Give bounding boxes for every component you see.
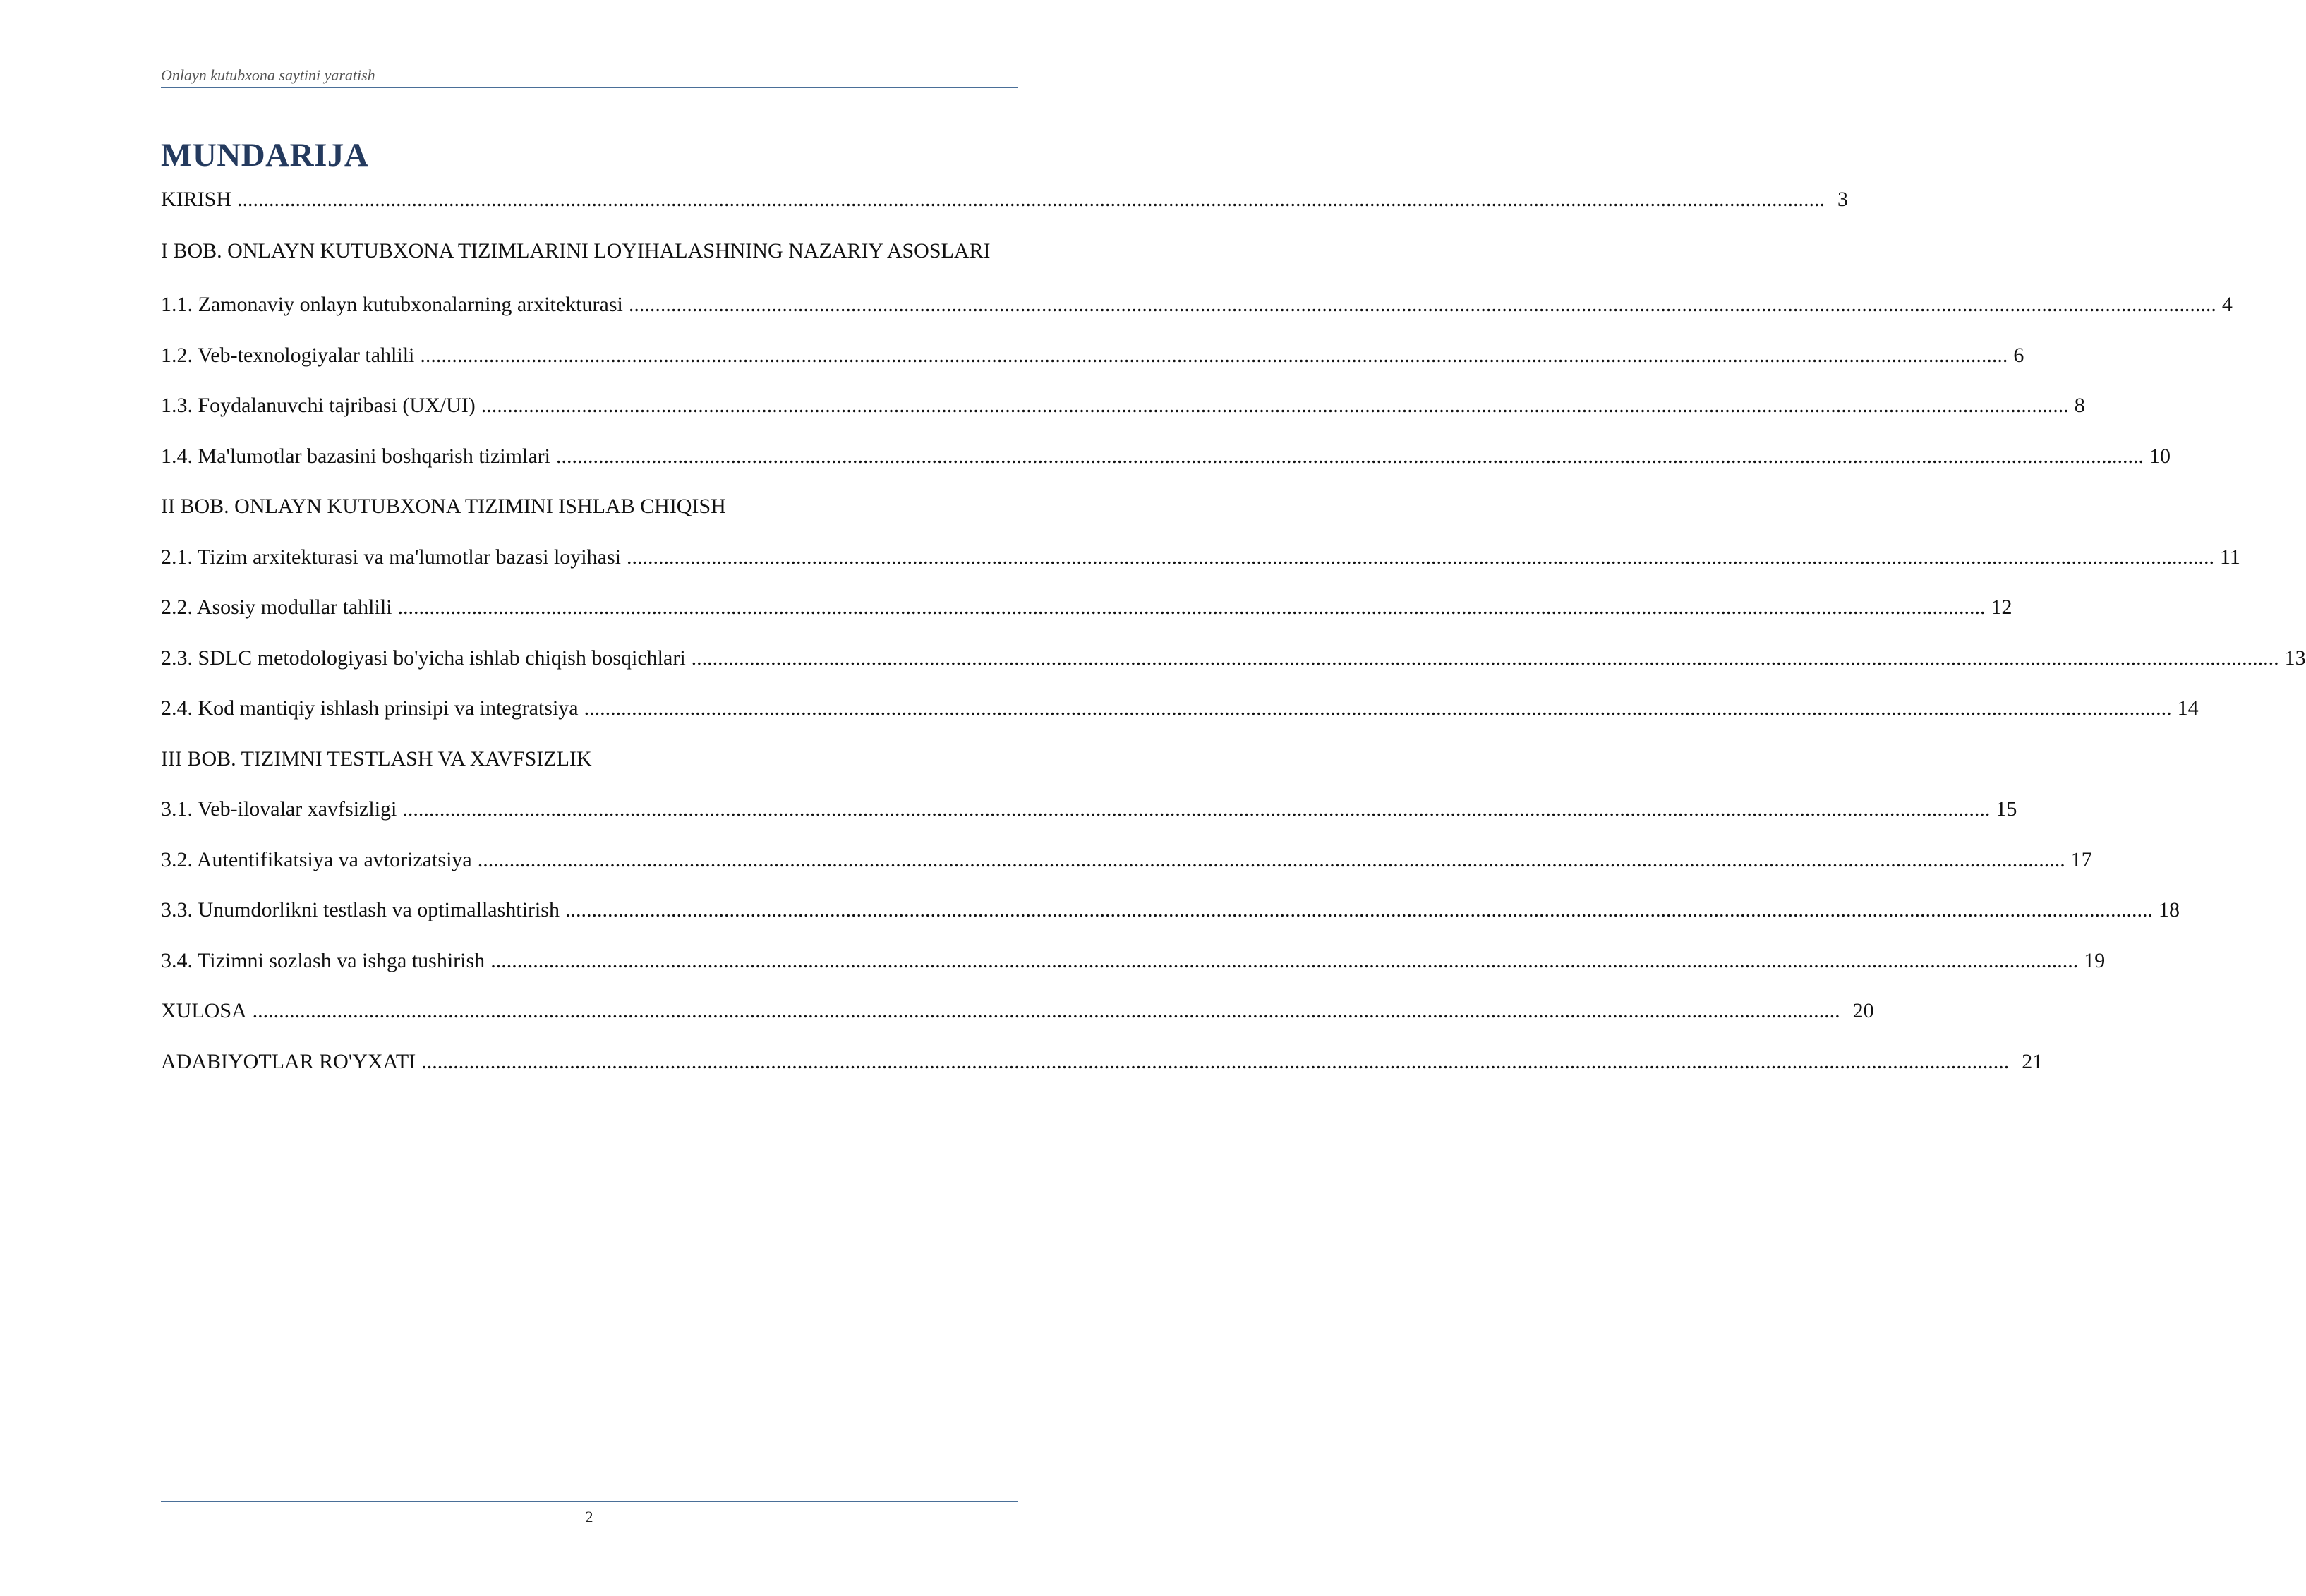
toc-chapter-2[interactable] [161,491,1018,522]
toc-page-number: 4 [2221,293,2233,316]
toc-chapter-label: I BOB. ONLAYN KUTUBXONA TIZIMLARINI LOYIHALASHNING NAZARIY ASOSLARI [161,238,991,262]
toc-leader-dots: ............................................................................................................................................................................................................................................................................................................ [421,1049,2010,1073]
toc-leader-dots: ............................................................................................................................................................................................................................................................................................................ [490,948,2079,972]
toc-entry-1-3[interactable] [161,390,2085,421]
toc-leader-dots: ............................................................................................................................................................................................................................................................................................................ [402,797,1991,821]
toc-page-number: 13 [2284,646,2306,670]
toc-page-number: 12 [1991,596,2012,619]
toc-label: 3.1. Veb-ilovalar xavfsizligi [161,797,397,821]
toc-label: 2.2. Asosiy modullar tahlili [161,596,392,619]
toc-leader-dots: ............................................................................................................................................................................................................................................................................................................ [420,343,2008,367]
toc-page-number: 8 [2074,394,2085,417]
toc-leader-dots: ............................................................................................................................................................................................................................................................................................................ [481,394,2069,417]
toc-label: 1.3. Foydalanuvchi tajribasi (UX/UI) [161,394,476,417]
toc-leader-dots: ............................................................................................................................................................................................................................................................................................................ [252,999,1840,1022]
toc-entry-intro[interactable] [161,184,1849,215]
toc-page-number: 10 [2149,444,2171,468]
toc-page-number: 20 [1852,999,1874,1022]
toc-label: 2.3. SDLC metodologiyasi bo'yicha ishlab chiqish bosqichlari [161,646,686,670]
toc-entry-2-3[interactable] [161,643,2306,674]
toc-label: 2.1. Tizim arxitekturasi va ma'lumotlar bazasi loyihasi [161,545,621,569]
toc-label: ADABIYOTLAR RO'YXATI [161,1049,416,1073]
toc-entry-3-2[interactable] [161,845,2092,876]
toc-entry-references[interactable] [161,1046,2044,1077]
toc-page-number: 17 [2070,847,2092,871]
toc-chapter-1[interactable] [161,231,1018,270]
toc-leader-dots: ............................................................................................................................................................................................................................................................................................................ [237,188,1825,211]
toc-leader-dots: ............................................................................................................................................................................................................................................................................................................ [691,646,2279,670]
toc-entry-2-4[interactable] [161,693,2199,724]
toc-page-number: 3 [1837,188,1849,211]
toc-page-number: 6 [2013,343,2024,367]
toc-label: 3.2. Autentifikatsiya va avtorizatsiya [161,847,472,871]
page-header [161,66,1018,88]
toc-page-number: 14 [2177,696,2199,720]
toc-entry-1-4[interactable] [161,441,2171,472]
toc-page-number: 15 [1996,797,2017,821]
toc-page-number: 21 [2022,1049,2044,1073]
table-of-contents [161,184,2306,1096]
page-footer [161,1501,1018,1525]
toc-entry-3-1[interactable] [161,794,2017,825]
toc-label: 1.4. Ma'lumotlar bazasini boshqarish tizimlari [161,444,550,468]
toc-label: 1.2. Veb-texnologiyalar tahlili [161,343,415,367]
toc-label: 3.3. Unumdorlikni testlash va optimallashtirish [161,898,560,921]
toc-label: KIRISH [161,188,232,211]
toc-entry-1-1[interactable] [161,289,2233,320]
toc-leader-dots: ............................................................................................................................................................................................................................................................................................................ [628,293,2216,316]
toc-entry-conclusion[interactable] [161,996,1874,1027]
toc-chapter-3[interactable] [161,744,1018,775]
toc-entry-2-1[interactable] [161,542,2240,573]
toc-leader-dots: ............................................................................................................................................................................................................................................................................................................ [626,545,2214,569]
toc-entry-3-4[interactable] [161,945,2106,977]
toc-page-number: 11 [2219,545,2240,569]
running-title: Onlayn kutubxona saytini yaratish [161,66,375,84]
toc-page-number: 18 [2158,898,2180,921]
toc-label: 3.4. Tizimni sozlash va ishga tushirish [161,948,485,972]
toc-entry-1-2[interactable] [161,340,2024,371]
toc-leader-dots: ............................................................................................................................................................................................................................................................................................................ [565,898,2153,921]
toc-leader-dots: ............................................................................................................................................................................................................................................................................................................ [555,444,2144,468]
toc-chapter-label: II BOB. ONLAYN KUTUBXONA TIZIMINI ISHLAB CHIQISH [161,495,726,518]
page-title: MUNDARIJA [161,137,369,174]
toc-chapter-label: III BOB. TIZIMNI TESTLASH VA XAVFSIZLIK [161,746,592,770]
toc-page-number: 19 [2084,948,2106,972]
toc-label: XULOSA [161,999,247,1022]
toc-entry-3-3[interactable] [161,895,2180,926]
toc-leader-dots: ............................................................................................................................................................................................................................................................................................................ [584,696,2172,720]
toc-label: 1.1. Zamonaviy onlayn kutubxonalarning arxitekturasi [161,293,623,316]
toc-label: 2.4. Kod mantiqiy ishlash prinsipi va integratsiya [161,696,579,720]
page-number: 2 [585,1508,593,1525]
toc-leader-dots: ............................................................................................................................................................................................................................................................................................................ [477,847,2065,871]
toc-leader-dots: ............................................................................................................................................................................................................................................................................................................ [397,596,1986,619]
toc-entry-2-2[interactable] [161,592,2012,623]
